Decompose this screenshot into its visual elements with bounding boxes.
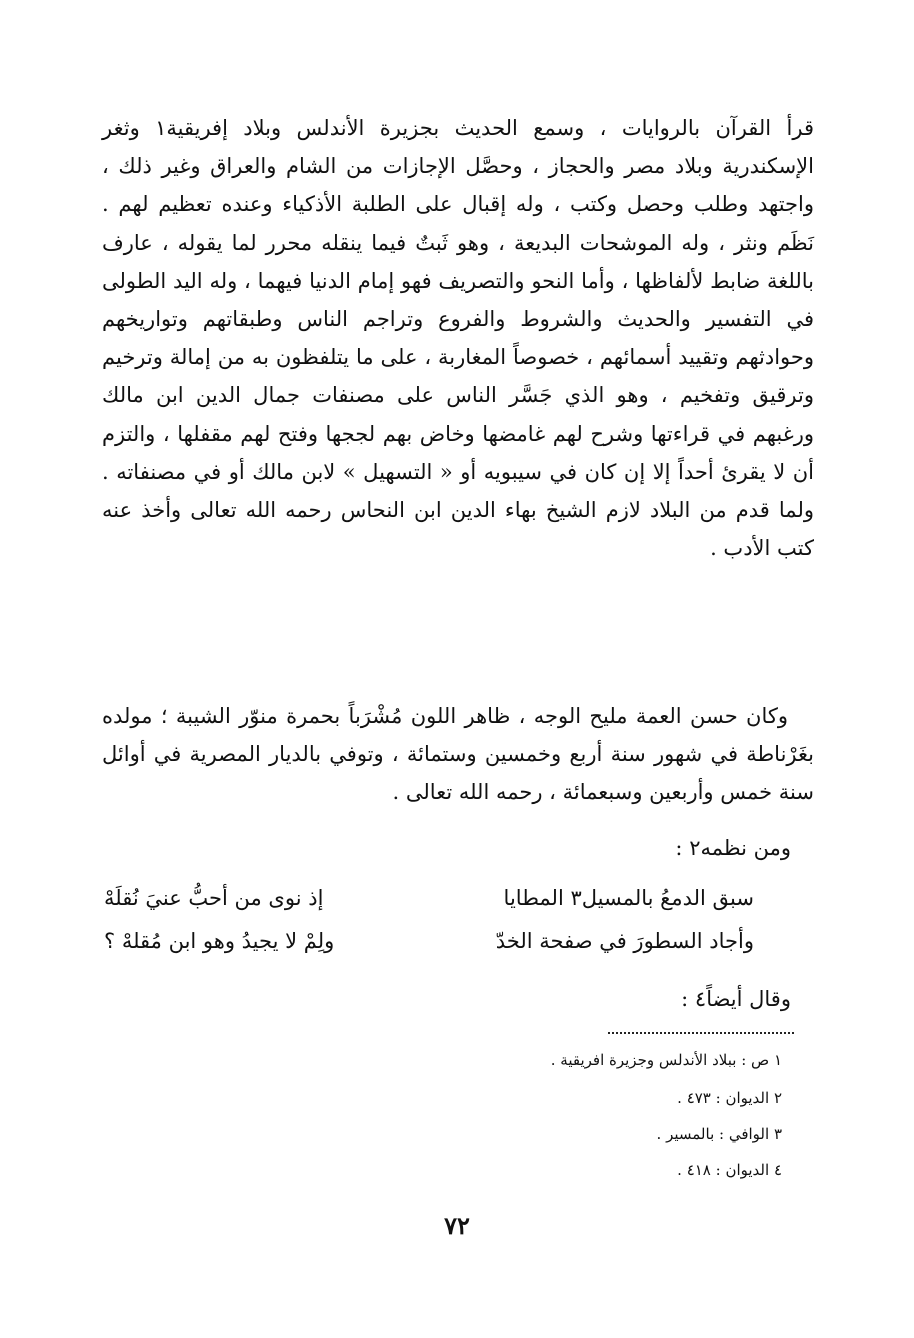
page-number: ٧٢ [444, 1211, 470, 1240]
footnote-separator [608, 1032, 794, 1034]
footnote: ٢ الديوان : ٤٧٣ . [677, 1089, 782, 1107]
verse-intro: وقال أيضاً٤ : [681, 987, 791, 1011]
verse-second-hemistich: إذ نوى من أحبُّ عنيَ نُقلَهْ [104, 886, 324, 910]
description-paragraph: وكان حسن العمة مليح الوجه ، ظاهر اللون مُشْرَباً بحمرة منوّر الشيبة ؛ مولده بغَرْناطة في شهور سنة أربع وخمسين وستمائة ، وتوفي بالديار المصرية في أوائل سنة خمس وأربعين وسبعمائة ، رحمه الله تعالى . [102, 704, 814, 805]
verse-first-hemistich: وأجاد السطورَ في صفحة الخدّ [495, 929, 754, 953]
verse-second-hemistich: ولِمْ لا يجيدُ وهو ابن مُقلهْ ؟ [104, 929, 335, 953]
verse-first-hemistich: سبق الدمعُ بالمسيل٣ المطايا [503, 886, 754, 910]
poem-verse [104, 929, 754, 965]
poem-verse [104, 886, 754, 922]
footnote: ١ ص : ببلاد الأندلس وجزيرة افريقية . [550, 1051, 782, 1069]
verse-intro: ومن نظمه٢ : [675, 836, 791, 860]
footnote: ٣ الوافي : بالمسير . [656, 1125, 782, 1143]
biography-paragraph: قرأ القرآن بالروايات ، وسمع الحديث بجزيرة الأندلس وبلاد إفريقية١ وثغر الإسكندرية وبلاد مصر والحجاز ، وحصَّل الإجازات من الشام والعراق وغير ذلك ، واجتهد وطلب وحصل وكتب ، وله إقبال على الطلبة الأذكياء وعنده تعظيم لهم . نَظَم ونثر ، وله الموشحات البديعة ، وهو ثَبتٌ فيما ينقله محرر لما يقوله ، عارف باللغة ضابط لألفاظها ، وأما النحو والتصريف فهو إمام الدنيا فيهما ، وله اليد الطولى في التفسير والحديث والشروط والفروع وتراجم الناس وطبقاتهم وتواريخهم وحوادثهم وتقييد أسمائهم ، خصوصاً المغاربة ، على ما يتلفظون به من إمالة وترخيم وترقيق وتفخيم ، وهو الذي جَسَّر الناس على مصنفات جمال الدين ابن مالك ورغبهم في قراءتها وشرح لهم غامضها وخاض بهم لججها وفتح لهم مقفلها ، والتزم أن لا يقرئ أحداً إلا إن كان في سيبويه أو « التسهيل » لابن مالك أو في مصنفاته . ولما قدم من البلاد لازم الشيخ بهاء الدين ابن النحاس رحمه الله تعالى وأخذ عنه كتب الأدب . [102, 116, 814, 561]
footnote: ٤ الديوان : ٤١٨ . [677, 1161, 782, 1179]
